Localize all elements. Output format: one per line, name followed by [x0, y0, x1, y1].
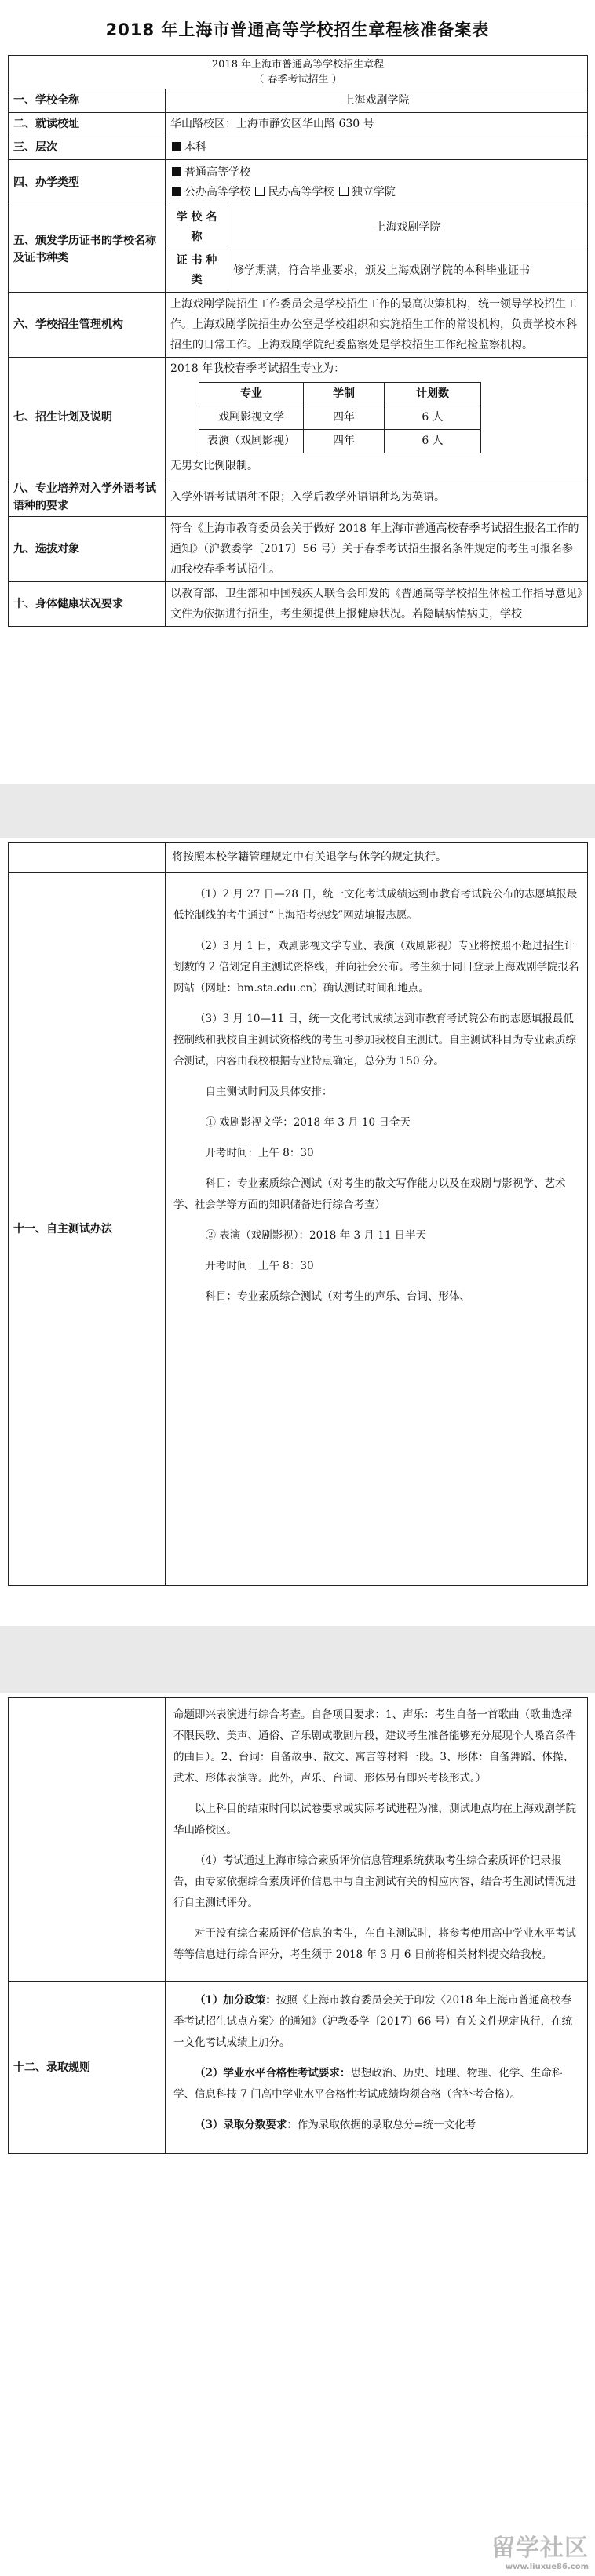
label-health: 十、身体健康状况要求 — [9, 582, 166, 627]
label-target: 九、选拔对象 — [9, 517, 166, 582]
row-enrollment-plan — [9, 358, 588, 478]
plan-note: 无男女比例限制。 — [170, 460, 258, 472]
label-issuer: 五、颁发学历证书的学校名称及证书种类 — [9, 206, 166, 293]
row-continuation — [9, 843, 588, 873]
self-test-para-1: （1）2 月 27 日—28 日，统一文化考试成绩达到市教育考试院公布的志愿填报最低控制线的考生通过“上海招考热线”网站填报志愿。 — [173, 888, 578, 922]
row-target — [9, 517, 588, 582]
value-school-name: 上海戏剧学院 — [166, 89, 588, 113]
continuation-table-3 — [8, 1697, 588, 2154]
label-self-test: 十一、自主测试办法 — [9, 873, 166, 1586]
checkbox-checked-icon — [172, 142, 181, 151]
plan-cell-quota: 6 人 — [385, 406, 481, 430]
value-campus: 华山路校区：上海市静安区华山路 630 号 — [166, 113, 588, 136]
self-test-para-2: （2）3 月 1 日，戏剧影视文学专业、表演（戏剧影视）专业将按照不超过招生计划数的 2 倍划定自主测试资格线，并向社会公布。考生须于同日登录上海戏剧学院报名网站（网址：bm.sta.edu.cn）确认测试时间和地点。 — [173, 940, 579, 995]
start-time: 开考时间：上午 8：30 — [205, 1147, 314, 1159]
plan-table-header — [199, 383, 481, 406]
self-test-para-3: （3）3 月 10—11 日，统一文化考试成绩达到市教育考试院公布的志愿填报最低控制线和我校自主测试资格线的考生可参加我校自主测试。自主测试科目为专业素质综合测试，内容由我校根据专业特点确定，总分为 150 分。 — [173, 1013, 576, 1068]
watermark-url: www.liuxue86.com — [505, 2563, 589, 2571]
schedule-item-2: ② 表演（戏剧影视）：2018 年 3 月 11 日半天 — [205, 1229, 427, 1242]
checkbox-checked-icon — [172, 167, 181, 176]
registration-table — [8, 55, 588, 627]
self-test-cont-para-2: 以上科目的结束时间以试卷要求或实际考试进程为准，测试地点均在上海戏剧学院华山路校区。 — [173, 1803, 576, 1836]
checkbox-checked-icon — [172, 187, 181, 196]
self-test-cont-para-3: （4）考试通过上海市综合素质评价信息管理系统获取考生综合素质评价记录报告，由专家依据综合素质评价信息中与自主测试有关的相应内容，结合考生测试情况进行自主测试评分。 — [173, 1854, 576, 1909]
value-language: 入学外语考试语种不限；入学后教学外语语种均为英语。 — [166, 478, 588, 517]
value-issuer-name: 上海戏剧学院 — [228, 206, 588, 249]
row-admission-org — [9, 293, 588, 358]
document-page-1 — [0, 0, 595, 784]
rule-2-title: （2）学业水平合格性考试要求： — [195, 2067, 351, 2079]
label-level: 三、层次 — [9, 136, 166, 160]
row-self-test — [9, 873, 588, 1586]
row-issuer-name — [9, 206, 588, 249]
type-public: 公办高等学校 — [184, 186, 250, 198]
schedule-heading: 自主测试时间及具体安排： — [205, 1086, 333, 1098]
continued-text: 将按照本校学籍管理规定中有关退学与休学的规定执行。 — [166, 843, 588, 873]
plan-cell-duration: 四年 — [304, 406, 385, 430]
document-title: 2018 年上海市普通高等学校招生章程核准备案表 — [105, 20, 490, 39]
plan-table-row — [199, 406, 481, 430]
plan-header-quota: 计划数 — [385, 383, 481, 406]
plan-header-major: 专业 — [199, 383, 304, 406]
rule-1-text: 按照《上海市教育委员会关于印发〈2018 年上海市普通高校春季考试招生试点方案〉的通知》（沪教委学〔2017〕66 号）有关文件规定执行，在统一文化考试成绩上加分。 — [173, 1994, 573, 2049]
plan-cell-quota: 6 人 — [385, 430, 481, 453]
subject-desc: 科目：专业素质综合测试（对考生的散文写作能力以及在戏剧与影视学、艺术学、社会学等方面的知识储备进行综合考查） — [173, 1177, 566, 1211]
site-watermark — [491, 2528, 589, 2571]
rule-2 — [173, 2063, 579, 2105]
plan-cell-duration: 四年 — [304, 430, 385, 453]
subject-desc: 科目：专业素质综合测试（对考生的声乐、台词、形体、 — [205, 1290, 470, 1303]
label-school-type: 四、办学类型 — [9, 160, 166, 206]
header-subtitle: （ 春季考试招生 ） — [254, 74, 342, 86]
start-time: 开考时间：上午 8：30 — [205, 1260, 314, 1272]
continuation-table-2 — [8, 842, 588, 1586]
label-admission-org: 六、学校招生管理机构 — [9, 293, 166, 358]
plan-cell-major: 表演（戏剧影视） — [199, 430, 304, 453]
rule-1 — [173, 1990, 579, 2054]
row-school-name — [9, 89, 588, 113]
sublabel-school-name: 学 校 名 称 — [166, 206, 228, 249]
value-admission-org: 上海戏剧学院招生工作委员会是学校招生工作的最高决策机构，统一领导学校招生工作。上海戏剧学院招生办公室是学校组织和实施招生工作的常设机构，负责学校本科招生的日常工作。上海戏剧学院纪委监察处是学校招生工作纪检监察机构。 — [166, 293, 588, 358]
rule-2-text: 思想政治、历史、地理、物理、化学、生命科学、信息科技 7 门高中学业水平合格性考试成绩均须合格（含补考合格）。 — [173, 2067, 563, 2101]
plan-cell-major: 戏剧影视文学 — [199, 406, 304, 430]
watermark-text: 留学社区 — [491, 2534, 589, 2562]
value-level: 本科 — [184, 141, 206, 154]
self-test-cont-para-4: 对于没有综合素质评价信息的考生，在自主测试时，将参考使用高中学业水平考试等等信息进行综合评分，考生须于 2018 年 3 月 6 日前将相关材料提交给我校。 — [173, 1927, 576, 1961]
row-self-test-cont — [9, 1698, 588, 1982]
row-admission-rules — [9, 1982, 588, 2154]
schedule-item-1: ① 戏剧影视文学：2018 年 3 月 10 日全天 — [205, 1116, 411, 1129]
rule-3 — [173, 2115, 579, 2136]
sublabel-certificate-type: 证 书 种 类 — [166, 249, 228, 293]
document-page-2 — [0, 838, 595, 1626]
row-health — [9, 582, 588, 627]
document-page-3 — [0, 1693, 595, 2576]
label-enrollment-plan: 七、招生计划及说明 — [9, 358, 166, 478]
row-level — [9, 136, 588, 160]
plan-table — [199, 382, 481, 453]
type-independent: 独立学院 — [351, 186, 396, 198]
row-campus — [9, 113, 588, 136]
plan-intro: 2018 年我校春季考试招生专业为： — [170, 362, 345, 375]
plan-header-duration: 学制 — [304, 383, 385, 406]
rule-1-title: （1）加分政策： — [195, 1994, 276, 2007]
row-school-type — [9, 160, 588, 206]
label-school-name: 一、学校全称 — [9, 89, 166, 113]
label-campus: 二、就读校址 — [9, 113, 166, 136]
type-general: 普通高等学校 — [184, 166, 250, 179]
self-test-cont-para-1: 命题即兴表演进行综合考查。自备项目要求：1、声乐：考生自备一首歌曲（歌曲选择不限民歌、美声、通俗、音乐剧或歌剧片段，建议考生准备能够充分展现个人嗓音条件的曲目）。2、台词：自备故事、散文、寓言等材料一段。3、形体：自备舞蹈、体操、武术、形体表演等。此外，声乐、台词、形体另有即兴考核形式。） — [173, 1708, 576, 1785]
row-language — [9, 478, 588, 517]
plan-table-row — [199, 430, 481, 453]
type-private: 民办高等学校 — [268, 186, 334, 198]
value-certificate-type: 修学期满，符合毕业要求，颁发上海戏剧学院的本科毕业证书 — [228, 249, 588, 293]
value-target: 符合《上海市教育委员会关于做好 2018 年上海市普通高校春季考试招生报名工作的通知》（沪教委学〔2017〕56 号）关于春季考试招生报名条件规定的考生可报名参加我校春季考试招生。 — [166, 517, 588, 582]
value-health: 以教育部、卫生部和中国残疾人联合会印发的《普通高等学校招生体检工作指导意见》文件为依据进行招生，考生须提供上报健康状况。若隐瞒病情病史，学校 — [166, 582, 588, 627]
label-admission-rules: 十二、录取规则 — [9, 1982, 166, 2154]
header-title: 2018 年上海市普通高等学校招生章程 — [211, 59, 385, 71]
checkbox-empty-icon — [339, 187, 349, 196]
checkbox-empty-icon — [255, 187, 265, 196]
header-row — [9, 56, 588, 89]
rule-3-text: 作为录取依据的录取总分=统一文化考 — [297, 2119, 476, 2131]
rule-3-title: （3）录取分数要求： — [195, 2119, 298, 2131]
label-language: 八、专业培养对入学外语考试语种的要求 — [9, 478, 166, 517]
